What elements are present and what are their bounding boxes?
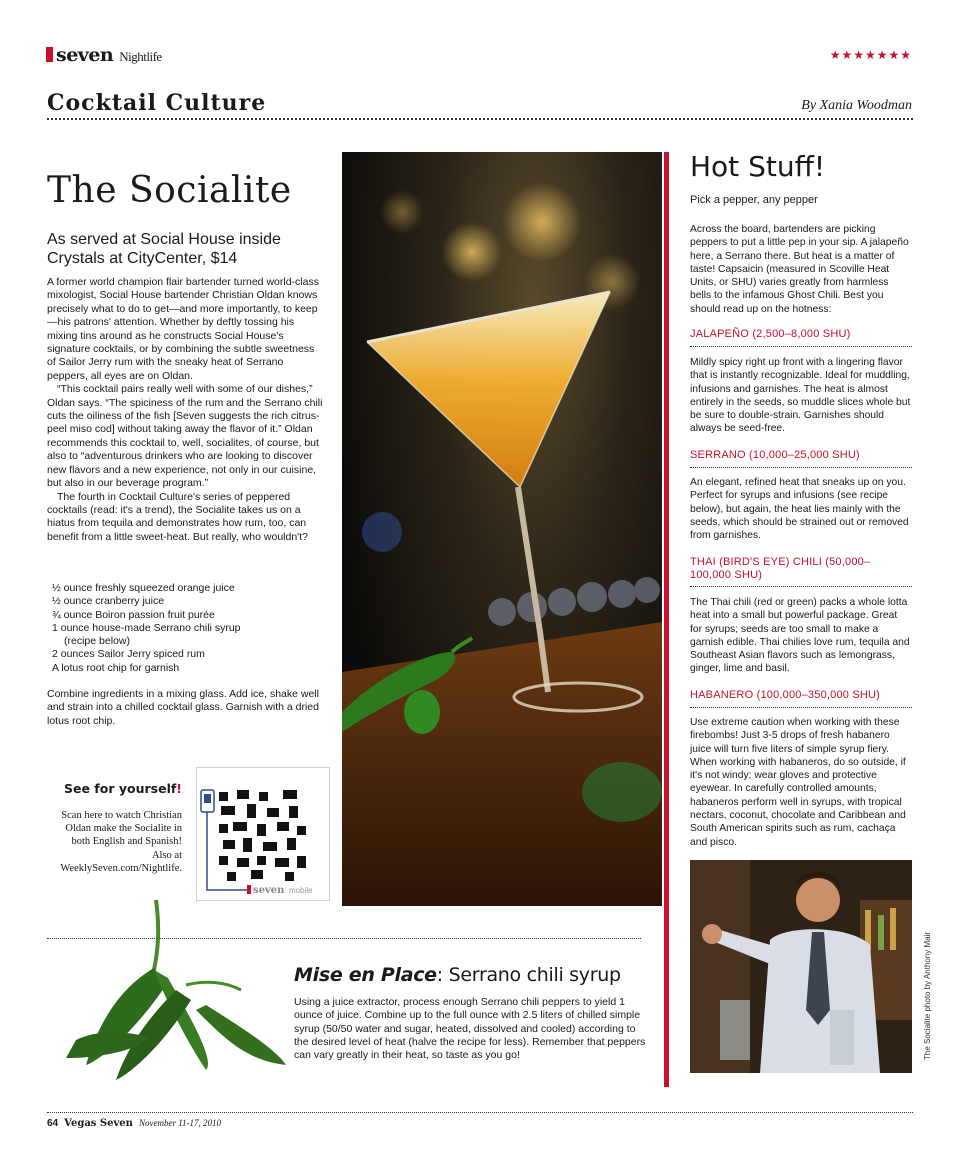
sidebar-subtitle: Pick a pepper, any pepper	[690, 194, 818, 206]
qr-code[interactable]	[196, 767, 330, 901]
pepper-heading-thai: THAI (BIRD'S EYE) CHILI (50,000–100,000 SHU)	[690, 556, 871, 581]
mise-en-place-text: Using a juice extractor, process enough Serrano chili peppers to yield 1 ounce of juice. Combine up to the full ounce with 2.5 liters of chilled simple syrup (50/50 water and sugar, heated, dissolved and cooled) according to the desired level of heat (halve the recipe for less). Remember that peppers can vary greatly in their heat, so taste as you go!	[294, 996, 646, 1062]
pepper-text-jalapeno: Mildly spicy right up front with a lingering flavor that is instantly recognizable. Ideal for muddling, infusions and garnishes. The heat is almost entirely in the seeds, so muddle slices whole but be sure to double-strain. Garnishes should always be seed-free.	[690, 357, 911, 435]
ingredient-item: 1 ounce house-made Serrano chili syrup	[52, 621, 241, 634]
mise-en-place-title: Mise en Place: Serrano chili syrup	[294, 964, 621, 986]
magazine-logo: seven Nightlife	[46, 44, 162, 66]
article-paragraph: A former world champion flair bartender turned world-class mixologist, Social House bartender Christian Oldan knows precisely what to do to get—and more importantly, to keep—his patrons' attention. Whether by deftly tossing his mixing tins around as he constructs Social House's signature cocktails, or by combining the subtle sweetness of Sailor Jerry rum with the sneaky heat of Serrano peppers, all eyes are on Oldan.	[47, 276, 319, 382]
pepper-divider	[690, 467, 912, 468]
pepper-divider	[690, 586, 912, 587]
header-divider	[47, 118, 913, 120]
cocktail-photo	[342, 152, 662, 906]
photo-credit: The Socialite photo by Anthony Mair	[923, 931, 932, 1060]
qr-pattern	[219, 790, 306, 881]
ingredient-item: A lotus root chip for garnish	[52, 661, 180, 674]
byline: By Xania Woodman	[801, 98, 912, 113]
bartender-photo	[690, 860, 912, 1073]
pepper-heading-habanero: HABANERO (100,000–350,000 SHU)	[690, 689, 881, 701]
article-paragraph: “This cocktail pairs really well with some of our dishes,” Oldan says. “The spiciness of the rum and the Serrano chili cuts the oiliness of the fish [Seven suggests the rich citrus-peel miso cod] without taking away the flavor of it.” Oldan recommends this cocktail to, well, socialites, of course, but also to “adventurous drinkers who are looking to discover new flavors and a new experience, not only in our cuisine, but also in our beverage program.”	[47, 383, 323, 490]
ingredient-item: ½ ounce cranberry juice	[52, 595, 165, 608]
column-title: Cocktail Culture	[47, 90, 267, 116]
footer-magazine: Vegas Seven	[64, 1118, 133, 1129]
article-subhead: As served at Social House inside Crystals at CityCenter, $14	[47, 231, 281, 267]
section-label: Nightlife	[119, 49, 162, 64]
pepper-heading-serrano: SERRANO (10,000–25,000 SHU)	[690, 449, 860, 461]
article-title: The Socialite	[47, 170, 292, 211]
rating-stars: ★★★★★★★	[829, 48, 912, 62]
bartender-illustration	[690, 860, 912, 1073]
pepper-text-serrano: An elegant, refined heat that sneaks up on you. Perfect for syrups and infusions (see recipe below), but again, the heat lies mainly with the seeds, which should be strained out or removed from garnishes.	[690, 477, 909, 542]
page-footer	[47, 1118, 221, 1129]
recipe-method: Combine ingredients in a mixing glass. Add ice, shake well and strain into a chilled cocktail glass. Garnish with a dried lotus root chip.	[47, 688, 319, 727]
ingredient-item: ¾ ounce Boiron passion fruit purée	[52, 608, 215, 621]
ingredient-item: (recipe below)	[64, 635, 130, 648]
footer-divider	[47, 1112, 913, 1113]
ingredient-item: 2 ounces Sailor Jerry spiced rum	[52, 648, 205, 661]
footer-date: November 11-17, 2010	[138, 1118, 222, 1128]
qr-brand-sub: mobile	[289, 886, 313, 895]
pepper-text-habanero: Use extreme caution when working with these firebombs! Just 3-5 drops of fresh habanero juice will turn five liters of simple syrup fiery. When working with habaneros, do so outside, if it's not windy; wear gloves and protective eyewear. In carefully controlled amounts, habaneros perform well in syrups, with tropical nectars, coconut, chocolate and Caribbean and South American spirits such as rum, cachaça and pisco.	[690, 717, 906, 848]
pepper-heading-jalapeno: JALAPEÑO (2,500–8,000 SHU)	[690, 328, 851, 340]
serrano-peppers-illustration	[56, 890, 296, 1090]
logo-red-bar	[46, 47, 53, 62]
article-body	[47, 276, 323, 544]
qr-code-graphic	[197, 768, 331, 902]
ingredient-list	[52, 582, 322, 675]
see-for-yourself-title: See for yourself!	[64, 781, 182, 796]
ingredient-item: ½ ounce freshly squeezed orange juice	[52, 582, 235, 594]
sidebar-title: Hot Stuff!	[690, 150, 826, 183]
article-paragraph: The fourth in Cocktail Culture's series of peppered cocktails (read: it's a trend), the Socialite takes us on a hiatus from tequila and demonstrates how rum, too, can benefit from a little sweet-heat. But really, who wouldn't?	[47, 490, 308, 543]
pepper-text-thai: The Thai chili (red or green) packs a whole lotta heat into a small but powerful package. Great for syrups; seeds are too small to make a garnish edible. Thai chilies love rum, tequila and Southeast Asian flavors such as lemongrass, ginger, lime and basil.	[690, 597, 910, 675]
qr-brand: seven	[253, 885, 285, 896]
page-number: 64	[47, 1118, 59, 1129]
serrano-peppers-image	[56, 890, 296, 1090]
sidebar-intro: Across the board, bartenders are picking peppers to put a little pep in your sip. A jalapeño here, a Serrano there. But heat is a matter of taste! Capsaicin (measured in Scoville Heat Units, or SHU) varies greatly from harmless bells to the infamous Ghost Chili. Best you should read up on the hotness:	[690, 224, 909, 315]
see-for-yourself-text: Scan here to watch Christian Oldan make the Socialite in both English and Spanish! Also at WeeklySeven.com/Nightlife.	[60, 810, 182, 874]
cocktail-illustration	[342, 152, 662, 906]
pepper-divider	[690, 707, 912, 708]
pepper-divider	[690, 346, 912, 347]
red-divider-bar	[664, 152, 669, 1087]
